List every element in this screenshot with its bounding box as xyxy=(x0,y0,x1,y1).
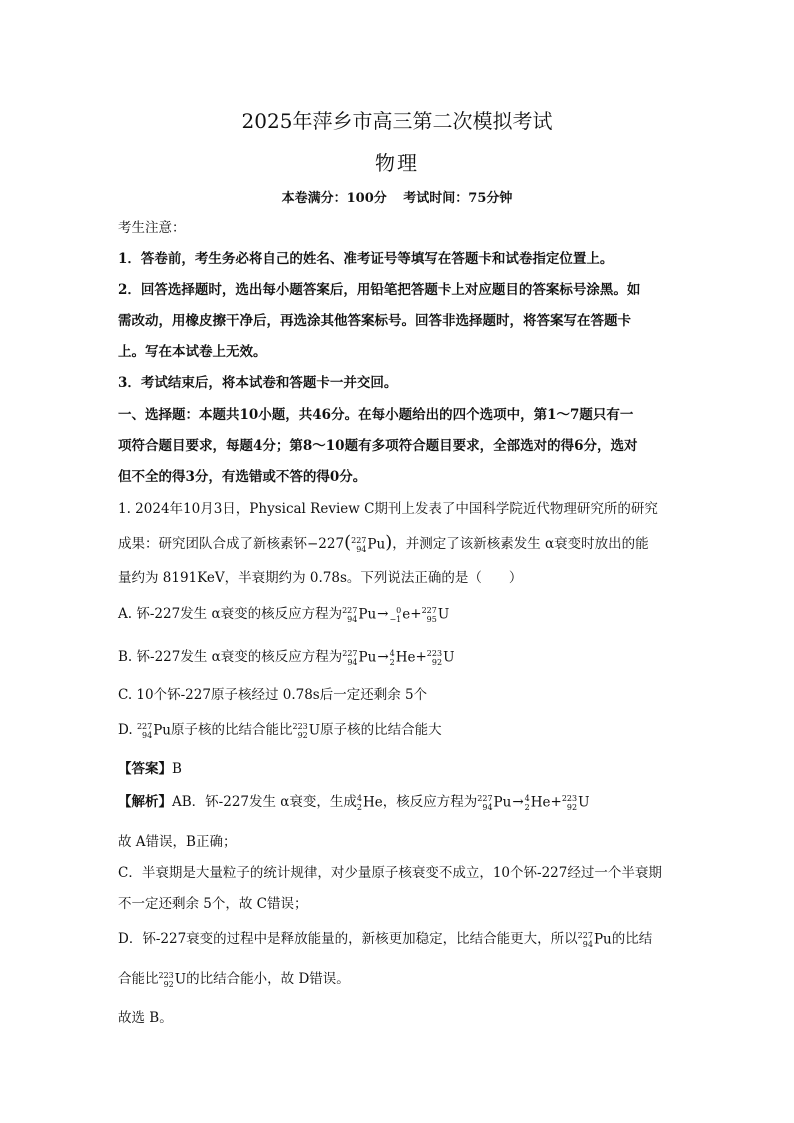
nuclide-symbol: Pu xyxy=(153,721,171,738)
analysis-line-1 xyxy=(118,792,678,812)
plus: + xyxy=(415,649,427,665)
nuclide-mass: 227 xyxy=(342,648,358,658)
section-line-1: 一、选择题：本题共10小题，共46分。在每小题给出的四个选项中，第1～7题只有一 xyxy=(118,407,634,423)
nuclide-mass: 227 xyxy=(577,930,593,940)
nuclide-he xyxy=(357,794,383,812)
subject-title: 物理 xyxy=(375,151,419,175)
nuclide-charge: −1 xyxy=(389,614,402,624)
option-a xyxy=(118,604,678,624)
nuclide-charge: 94 xyxy=(347,657,358,667)
notice-heading: 考生注意： xyxy=(118,220,186,236)
nuclide-pu xyxy=(342,649,376,667)
answer-line xyxy=(118,759,678,779)
time-label: 考试时间：75分钟 xyxy=(403,191,513,206)
nuclide-charge: 92 xyxy=(297,730,308,740)
nuclide-u92 xyxy=(427,649,455,667)
nuclide-mass: 227 xyxy=(477,793,493,803)
answer-label: 【答案】 xyxy=(118,761,172,777)
nuclide-charge: 94 xyxy=(356,544,367,554)
question-line-1: 1. 2024年10月3日，Physical Review C期刊上发表了中国科学院近代物理研究所的研究 xyxy=(118,501,658,517)
nuclide-symbol: Pu xyxy=(358,605,377,622)
nuclide-mass: 227 xyxy=(421,605,437,615)
analysis-line-4: 不一定还剩余 5个，故 C错误； xyxy=(118,896,308,912)
nuclide-symbol: He xyxy=(363,793,383,810)
option-d-label: D. xyxy=(118,722,133,738)
nuclide-charge: 92 xyxy=(163,979,174,989)
answer-value: B xyxy=(172,761,182,777)
question-line-3: 量约为 8191KeV，半衰期约为 0.78s。下列说法正确的是（ ） xyxy=(118,570,523,586)
notice-item-1: 1．答卷前，考生务必将自己的姓名、准考证号等填写在答题卡和试卷指定位置上。 xyxy=(118,251,614,267)
nuclide-symbol: Pu xyxy=(493,793,512,810)
nuclide-charge: 94 xyxy=(347,614,358,624)
nuclide-symbol: He xyxy=(530,793,551,810)
notice-item-3: 3．考试结束后，将本试卷和答题卡一并交回。 xyxy=(118,375,398,391)
nuclide-pu xyxy=(137,722,171,740)
section-line-3: 但不全的得3分，有选错或不答的得0分。 xyxy=(118,469,367,485)
section-line-2: 项符合题目要求，每题4分；第8～10题有多项符合题目要求，全部选对的得6分，选对 xyxy=(118,438,638,454)
option-b xyxy=(118,647,678,667)
question-line-2 xyxy=(118,533,678,554)
nuclide-charge: 92 xyxy=(431,657,443,667)
nuclide-symbol: He xyxy=(395,648,416,665)
arrow: → xyxy=(377,649,389,665)
left-paren: ( xyxy=(344,532,352,553)
nuclide-charge: 95 xyxy=(426,614,437,624)
nuclide-charge: 92 xyxy=(566,802,578,812)
question-line-2-pre: 成果：研究团队合成了新核素钚−227 xyxy=(118,536,345,552)
nuclide-symbol: U xyxy=(443,648,455,665)
nuclide-mass: 227 xyxy=(351,535,367,545)
nuclide-symbol: U xyxy=(578,793,590,810)
option-a-text: A. 钚-227发生 α衰变的核反应方程为 xyxy=(118,606,343,622)
nuclide-pu xyxy=(351,536,385,554)
nuclide-pu xyxy=(342,606,376,624)
arrow: → xyxy=(377,606,389,622)
nuclide-charge: 2 xyxy=(356,802,362,812)
notice-item-2-line-1: 2．回答选择题时，选出每小题答案后，用铅笔把答题卡上对应题目的答案标号涂黑。如 xyxy=(118,282,641,298)
analysis-line-6-post: 的比结合能小，故 D错误。 xyxy=(186,971,350,987)
nuclide-symbol: U xyxy=(308,721,321,738)
nuclide-u95 xyxy=(422,606,450,624)
right-paren: ) xyxy=(385,532,393,553)
nuclide-symbol: e xyxy=(402,605,411,622)
nuclide-e xyxy=(389,606,410,624)
arrow: → xyxy=(512,794,524,810)
option-b-text: B. 钚-227发生 α衰变的核反应方程为 xyxy=(118,649,343,665)
nuclide-charge: 2 xyxy=(389,657,395,667)
option-d-post: 原子核的比结合能大 xyxy=(320,722,442,738)
nuclide-u92 xyxy=(293,722,321,740)
option-c: C. 10个钚-227原子核经过 0.78s后一定还剩余 5个 xyxy=(118,687,428,703)
notice-item-2-line-3: 上。写在本试卷上无效。 xyxy=(118,344,267,360)
analysis-line-7: 故选 B。 xyxy=(118,1010,173,1026)
nuclide-charge: 94 xyxy=(482,802,493,812)
nuclide-he xyxy=(390,649,416,667)
nuclide-mass: 4 xyxy=(356,793,362,803)
analysis-line-5-pre: D．钚-227衰变的过程中是释放能量的，新核更加稳定，比结合能更大，所以 xyxy=(118,931,578,947)
nuclide-he xyxy=(525,794,551,812)
nuclide-mass: 223 xyxy=(292,721,308,731)
nuclide-pu xyxy=(578,931,612,949)
nuclide-charge: 94 xyxy=(582,939,593,949)
nuclide-mass: 0 xyxy=(396,605,402,615)
nuclide-mass: 227 xyxy=(136,721,153,731)
analysis-line-6-pre: 合能比 xyxy=(118,971,159,987)
nuclide-mass: 223 xyxy=(561,793,578,803)
score-label: 本卷满分：100分 xyxy=(281,191,387,206)
nuclide-mass: 223 xyxy=(158,970,174,980)
nuclide-mass: 4 xyxy=(389,648,395,658)
nuclide-symbol: Pu xyxy=(367,535,386,552)
nuclide-mass: 4 xyxy=(524,793,530,803)
notice-item-2-line-2: 需改动，用橡皮擦干净后，再选涂其他答案标号。回答非选择题时，将答案写在答题卡 xyxy=(118,313,631,329)
analysis-line-1-pre: AB．钚-227发生 α衰变，生成 xyxy=(172,794,357,810)
nuclide-symbol: U xyxy=(174,970,187,987)
nuclide-pu xyxy=(477,794,511,812)
analysis-line-5 xyxy=(118,929,678,949)
nuclide-u92 xyxy=(562,794,590,812)
analysis-line-5-post: 的比结 xyxy=(611,931,653,947)
nuclide-u92 xyxy=(159,971,187,989)
analysis-line-6 xyxy=(118,969,678,989)
nuclide-charge: 2 xyxy=(524,802,530,812)
plus: + xyxy=(410,606,422,622)
nuclide-symbol: U xyxy=(437,605,450,622)
option-d-mid: 原子核的比结合能比 xyxy=(171,722,293,738)
exam-meta xyxy=(0,187,794,206)
nuclide-symbol: Pu xyxy=(593,930,612,947)
plus: + xyxy=(550,794,562,810)
question-line-2-post: ，并测定了该新核素发生 α衰变时放出的能 xyxy=(392,536,649,552)
nuclide-mass: 227 xyxy=(342,605,358,615)
analysis-line-3: C．半衰期是大量粒子的统计规律，对少量原子核衰变不成立，10个钚-227经过一个半衰期 xyxy=(118,865,662,881)
nuclide-charge: 94 xyxy=(142,730,153,740)
nuclide-symbol: Pu xyxy=(358,648,377,665)
analysis-label: 【解析】 xyxy=(118,794,172,810)
option-d xyxy=(118,720,678,740)
nuclide-mass: 223 xyxy=(426,648,443,658)
analysis-line-2: 故 A错误，B正确； xyxy=(118,834,237,850)
analysis-line-1-mid: ，核反应方程为 xyxy=(382,794,478,810)
exam-title: 2025年萍乡市高三第二次模拟考试 xyxy=(241,109,553,133)
